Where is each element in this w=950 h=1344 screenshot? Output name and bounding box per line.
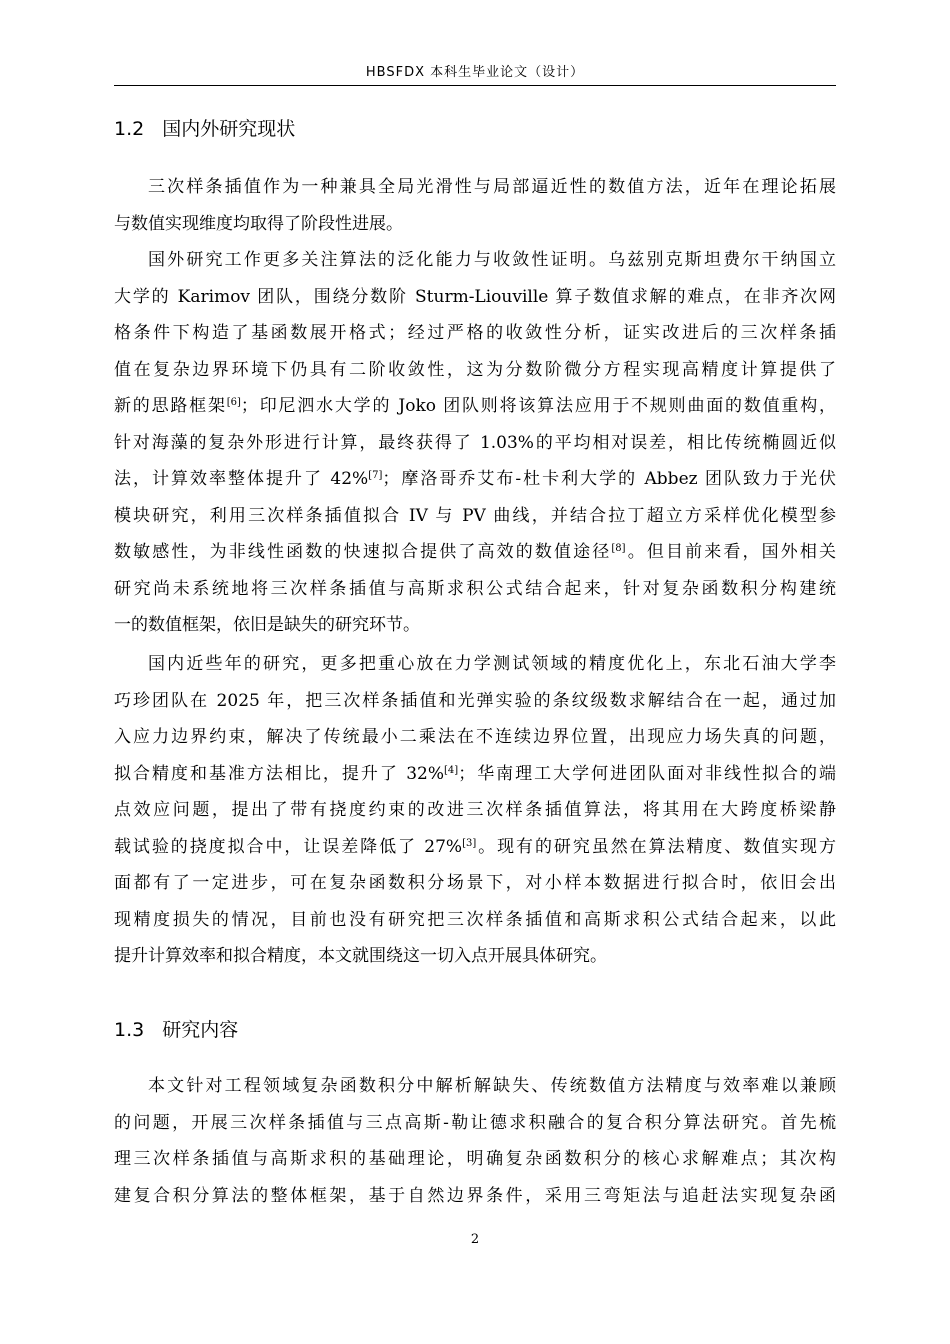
text-segment: 新的思路框架 bbox=[114, 396, 227, 416]
text-line bbox=[114, 534, 836, 571]
text-line: 格条件下构造了基函数展开格式；经过严格的收敛性分析，证实改进后的三次样条插 bbox=[114, 323, 836, 343]
text-line: 入应力边界约束，解决了传统最小二乘法在不连续边界位置，出现应力场失真的问题， bbox=[114, 727, 836, 747]
citation: [4] bbox=[444, 764, 459, 776]
paragraph bbox=[114, 242, 836, 644]
text-segment: 法，计算效率整体提升了 42% bbox=[114, 469, 369, 489]
text-segment: ；华南理工大学何进团队面对非线性拟合的端 bbox=[458, 763, 836, 784]
text-line: 大学的 Karimov 团队，围绕分数阶 Sturm-Liouville 算子数值求解的难点，在非齐次网 bbox=[114, 286, 836, 307]
text-line: 提升计算效率和拟合精度，本文就围绕这一切入点开展具体研究。 bbox=[114, 946, 607, 966]
text-segment: 拟合精度和基准方法相比，提升了 32% bbox=[114, 763, 445, 784]
text-line: 三次样条插值作为一种兼具全局光滑性与局部逼近性的数值方法，近年在理论拓展 bbox=[148, 177, 836, 197]
paragraph bbox=[114, 1068, 836, 1214]
citation: [8] bbox=[611, 543, 626, 554]
text-line bbox=[114, 829, 836, 866]
citation: [3] bbox=[462, 837, 477, 849]
text-line: 研究尚未系统地将三次样条插值与高斯求积公式结合起来，针对复杂函数积分构建统 bbox=[114, 578, 836, 599]
text-line: 值在复杂边界环境下仍具有二阶收敛性，这为分数阶微分方程实现高精度计算提供了 bbox=[114, 359, 836, 380]
text-line: 一的数值框架，依旧是缺失的研究环节。 bbox=[114, 615, 420, 635]
text-segment: ；印尼泗水大学的 Joko 团队则将该算法应用于不规则曲面的数值重构， bbox=[240, 396, 836, 416]
text-line: 国外研究工作更多关注算法的泛化能力与收敛性证明。乌兹别克斯坦费尔干纳国立 bbox=[148, 250, 836, 270]
paragraph bbox=[114, 646, 836, 975]
text-line: 巧珍团队在 2025 年，把三次样条插值和光弹实验的条纹级数求解结合在一起，通过加 bbox=[114, 690, 836, 711]
section-heading-1-3 bbox=[114, 1017, 238, 1043]
paragraph bbox=[114, 169, 836, 242]
text-line: 建复合积分算法的整体框架，基于自然边界条件，采用三弯矩法与追赶法实现复杂函 bbox=[114, 1185, 836, 1206]
text-segment: 载试验的挠度拟合中，让误差降低了 27% bbox=[114, 836, 463, 857]
citation: [6] bbox=[226, 397, 241, 408]
text-line: 现精度损失的情况，目前也没有研究把三次样条插值和高斯求积公式结合起来，以此 bbox=[114, 909, 836, 930]
text-line: 针对海藻的复杂外形进行计算，最终获得了 1.03%的平均相对误差，相比传统椭圆近似 bbox=[114, 432, 836, 453]
page-number: 2 bbox=[470, 1232, 480, 1247]
section-heading-1-2 bbox=[114, 116, 295, 142]
citation: [7] bbox=[368, 470, 383, 481]
text-segment: 。但目前来看，国外相关 bbox=[625, 542, 836, 562]
text-line: 点效应问题，提出了带有挠度约束的改进三次样条插值算法，将其用在大跨度桥梁静 bbox=[114, 800, 836, 820]
text-segment: 数敏感性，为非线性函数的快速拟合提供了高效的数值途径 bbox=[114, 542, 612, 562]
running-header: HBSFDX 本科生毕业论文（设计） bbox=[365, 65, 585, 80]
text-line: 本文针对工程领域复杂函数积分中解析解缺失、传统数值方法精度与效率难以兼顾 bbox=[148, 1076, 836, 1096]
text-line: 模块研究，利用三次样条插值拟合 IV 与 PV 曲线，并结合拉丁超立方采样优化模型参 bbox=[114, 505, 836, 526]
section-number: 1.3 bbox=[114, 1019, 145, 1041]
text-line: 面都有了一定进步，可在复杂函数积分场景下，对小样本数据进行拟合时，依旧会出 bbox=[114, 873, 836, 893]
text-segment: 。现有的研究虽然在算法精度、数值实现方 bbox=[476, 836, 836, 857]
section-title: 研究内容 bbox=[162, 1019, 239, 1041]
text-line: 的问题，开展三次样条插值与三点高斯-勒让德求积融合的复合积分算法研究。首先梳 bbox=[114, 1112, 836, 1133]
text-line: 理三次样条插值与高斯求积的基础理论，明确复杂函数积分的核心求解难点；其次构 bbox=[114, 1149, 836, 1169]
text-line bbox=[114, 756, 836, 793]
section-title: 国内外研究现状 bbox=[162, 118, 296, 140]
header-rule bbox=[114, 85, 836, 86]
text-line: 与数值实现维度均取得了阶段性进展。 bbox=[114, 213, 403, 234]
text-segment: ；摩洛哥乔艾布-杜卡利大学的 Abbez 团队致力于光伏 bbox=[382, 469, 836, 489]
text-line bbox=[114, 461, 836, 498]
text-line: 国内近些年的研究，更多把重心放在力学测试领域的精度优化上，东北石油大学李 bbox=[148, 654, 836, 674]
text-line bbox=[114, 388, 836, 425]
section-number: 1.2 bbox=[114, 118, 145, 140]
